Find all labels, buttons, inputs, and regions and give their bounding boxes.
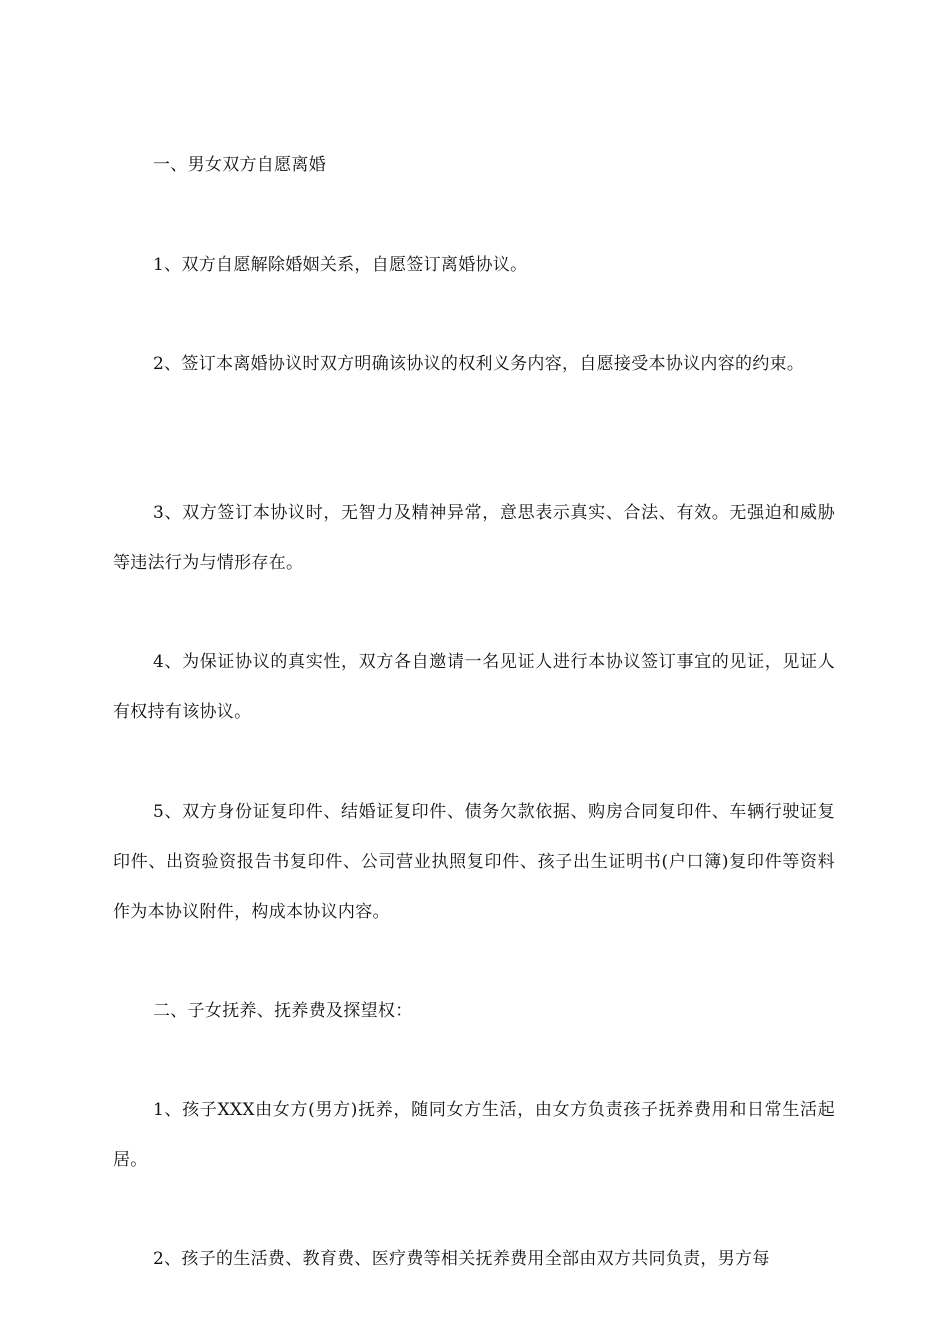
clause-1-4: 4、为保证协议的真实性，双方各自邀请一名见证人进行本协议签订事宜的见证，见证人有权持有该协议。 xyxy=(113,652,835,722)
clause-2-2: 2、孩子的生活费、教育费、医疗费等相关抚养费用全部由双方共同负责，男方每 xyxy=(153,1249,770,1269)
clause-1-3: 3、双方签订本协议时，无智力及精神异常，意思表示真实、合法、有效。无强迫和威胁等违法行为与情形存在。 xyxy=(113,503,835,573)
section-heading-1: 一、男女双方自愿离婚 xyxy=(153,155,326,175)
clause-2-1: 1、孩子XXX由女方(男方)抚养，随同女方生活，由女方负责孩子抚养费用和日常生活起居。 xyxy=(113,1100,835,1170)
clause-1-1: 1、双方自愿解除婚姻关系，自愿签订离婚协议。 xyxy=(153,255,528,275)
clause-1-5: 5、双方身份证复印件、结婚证复印件、债务欠款依据、购房合同复印件、车辆行驶证复印件、出资验资报告书复印件、公司营业执照复印件、孩子出生证明书(户口簿)复印件等资料作为本协议附件，构成本协议内容。 xyxy=(113,802,835,922)
clause-1-2: 2、签订本离婚协议时双方明确该协议的权利义务内容，自愿接受本协议内容的约束。 xyxy=(153,354,805,374)
section-heading-2: 二、子女抚养、抚养费及探望权： xyxy=(153,1001,413,1021)
